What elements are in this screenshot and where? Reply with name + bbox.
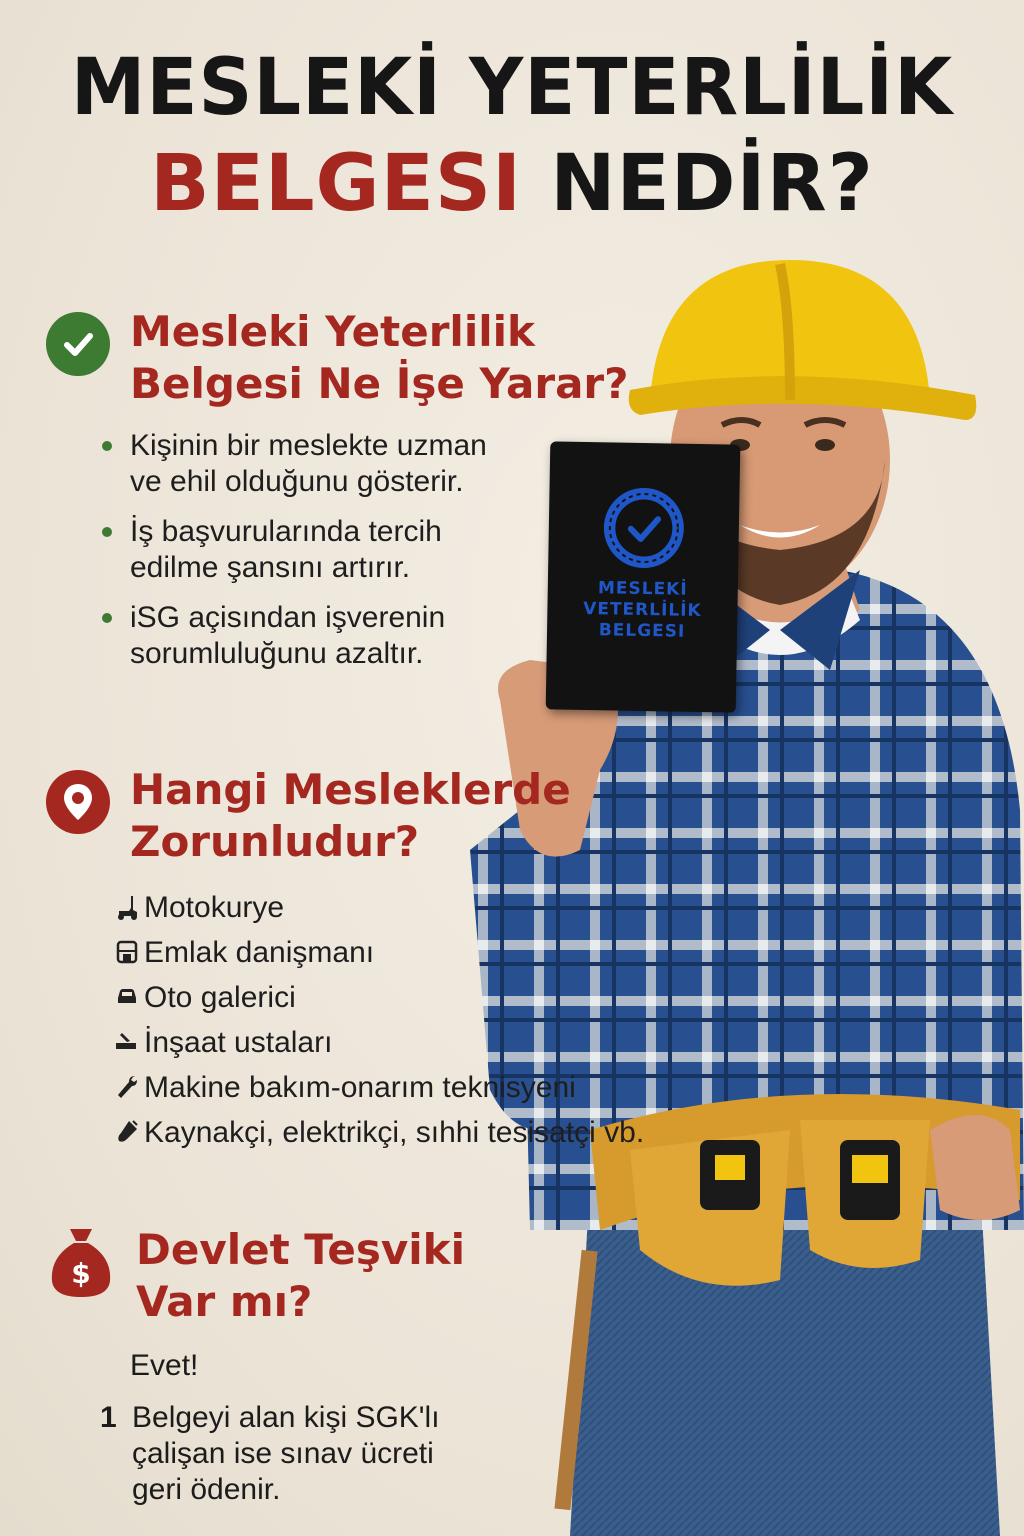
list-item: Kişinin bir meslekte uzman ve ehil olduğunu gösterir.	[100, 428, 510, 500]
svg-text:$: $	[71, 1257, 91, 1290]
bullet-dot-icon	[102, 527, 112, 537]
item-text: Belgeyi alan kişi SGK'lı çalişan ise sınav ücreti geri ödenir.	[132, 1401, 440, 1506]
section1-bullets	[100, 428, 510, 686]
trowel-icon	[110, 1025, 144, 1053]
list-item: Motokurye	[110, 890, 644, 926]
list-item: iSG açisından işverenin sorumluluğunu azaltır.	[100, 600, 510, 672]
card-line2: VETERLİLİK	[582, 598, 702, 622]
scooter-icon	[110, 890, 144, 920]
section1-title-line2: Belgesi Ne İşe Yarar?	[130, 359, 629, 408]
section2-title-line1: Hangi Mesleklerde	[130, 765, 571, 814]
section3-title-line2: Var mı?	[136, 1277, 313, 1326]
title-line2-black: NEDİR?	[550, 139, 874, 229]
section3-title-line1: Devlet Teşviki	[136, 1225, 465, 1274]
section2-jobs	[110, 890, 644, 1160]
seal-check-icon	[600, 484, 687, 571]
building-icon	[110, 935, 144, 965]
list-item: Emlak danişmanı	[110, 935, 644, 971]
title-line1: MESLEKİ YETERLİLİK	[70, 43, 954, 133]
section2-title	[130, 764, 571, 868]
list-item: Oto galerici	[110, 980, 644, 1016]
section1-title	[130, 306, 628, 410]
section3-header	[46, 1224, 465, 1328]
check-circle-icon	[46, 312, 110, 376]
section3-item	[100, 1400, 492, 1508]
list-item: İnşaat ustaları	[110, 1025, 644, 1061]
bullet-dot-icon	[102, 441, 112, 451]
section1-title-line1: Mesleki Yeterlilik	[130, 307, 535, 356]
wrench-icon	[110, 1070, 144, 1100]
location-pin-icon	[46, 770, 110, 834]
section3-answer: Evet!	[130, 1349, 199, 1382]
page-title	[0, 40, 1024, 232]
card-line1: MESLEKİ	[597, 578, 688, 600]
list-item: Kaynakçi, elektrikçi, sıhhi tesisatçi vb.	[110, 1115, 644, 1151]
card-line3: BELGESI	[598, 620, 686, 642]
section3-title	[136, 1224, 465, 1328]
list-item: Makine bakım-onarım teknisyeni	[110, 1070, 644, 1106]
bullet-dot-icon	[102, 613, 112, 623]
item-number: 1	[100, 1401, 117, 1434]
section1-header	[46, 306, 628, 410]
section2-title-line2: Zorunludur?	[130, 817, 420, 866]
welding-torch-icon	[110, 1115, 144, 1145]
section2-header	[46, 764, 571, 868]
title-line2-red: BELGESI	[150, 139, 523, 229]
title-line2	[0, 136, 1024, 232]
car-icon	[110, 980, 144, 1006]
certificate-card	[546, 441, 741, 712]
money-bag-icon	[46, 1224, 116, 1300]
list-item: İş başvurularında tercih edilme şansını artırır.	[100, 514, 510, 586]
